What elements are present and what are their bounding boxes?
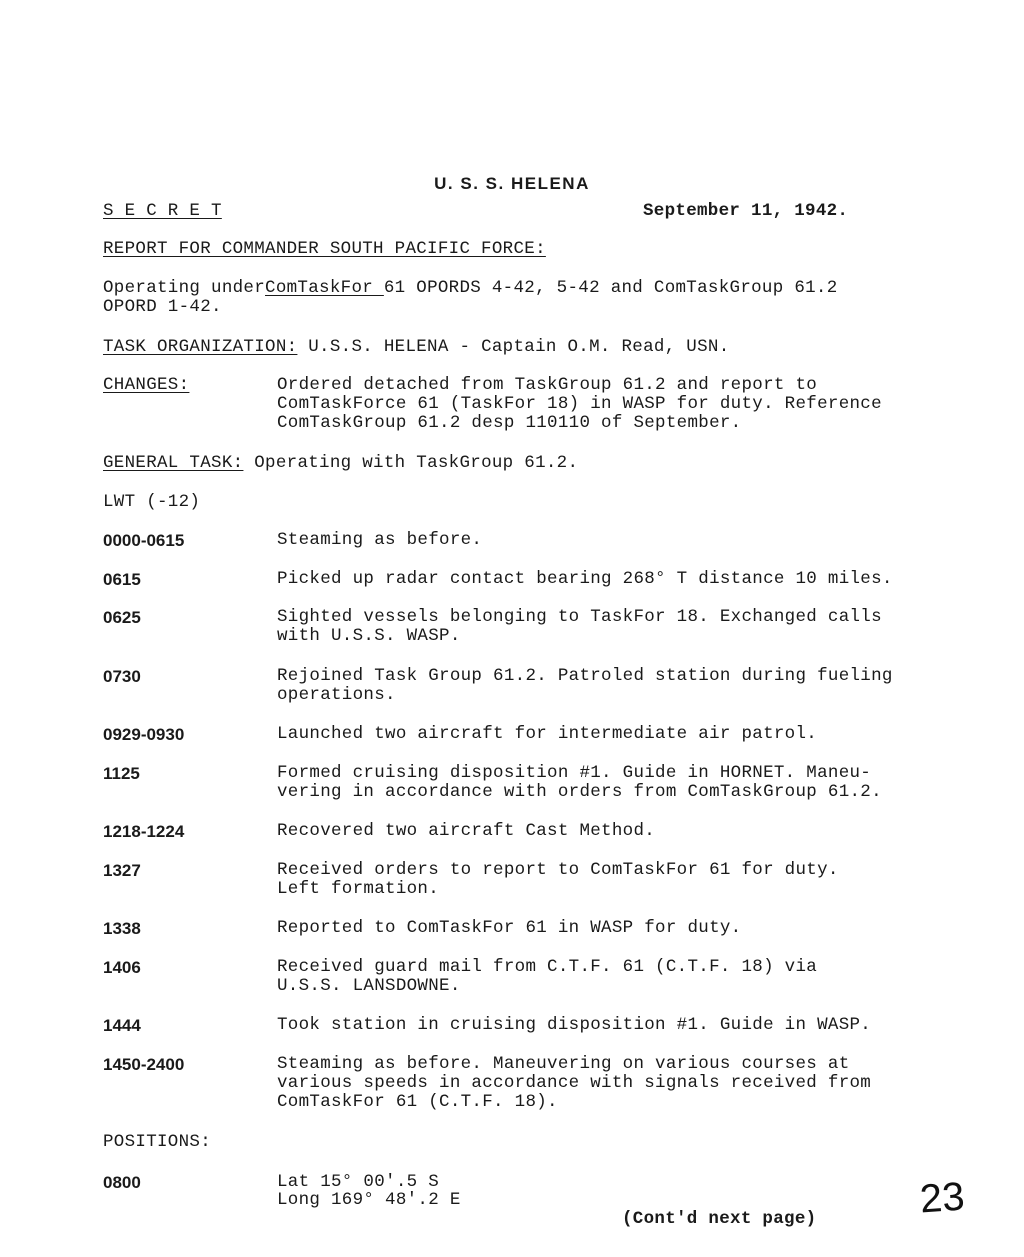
log-line: operations. [277, 685, 396, 705]
log-time: 1450-2400 [103, 1055, 185, 1074]
task-organization-label: TASK ORGANIZATION: [103, 337, 298, 357]
log-time: 1444 [103, 1016, 141, 1035]
changes-line-3: ComTaskGroup 61.2 desp 110110 of September. [277, 413, 742, 433]
log-time: 0625 [103, 608, 141, 627]
log-line: Rejoined Task Group 61.2. Patroled station during fueling [277, 666, 893, 686]
log-line: U.S.S. LANSDOWNE. [277, 976, 461, 996]
log-time: 1327 [103, 861, 141, 880]
log-time: 1338 [103, 919, 141, 938]
time-zone: LWT (-12) [103, 492, 201, 512]
log-line: Recovered two aircraft Cast Method. [277, 821, 656, 841]
changes-line-2: ComTaskForce 61 (TaskFor 18) in WASP for duty. Reference [277, 394, 882, 414]
general-task-value: Operating with TaskGroup 61.2. [243, 453, 579, 473]
log-line: Reported to ComTaskFor 61 in WASP for duty. [277, 918, 742, 938]
log-line: Steaming as before. Maneuvering on various courses at [277, 1054, 850, 1074]
log-time: 1406 [103, 958, 141, 977]
general-task [103, 454, 578, 473]
task-organization [103, 338, 730, 357]
log-line: Sighted vessels belonging to TaskFor 18. Exchanged calls [277, 607, 882, 627]
operating-line-1 [103, 279, 838, 298]
report-date: September 11, 1942. [643, 201, 849, 221]
handwritten-page-number: 23 [918, 1174, 966, 1222]
log-time: 0730 [103, 667, 141, 686]
task-organization-value: U.S.S. HELENA - Captain O.M. Read, USN. [297, 337, 730, 357]
log-time: 0929-0930 [103, 725, 185, 744]
log-line: Left formation. [277, 879, 440, 899]
position-lat: Lat 15° 00'.5 S [277, 1172, 440, 1192]
positions-label: POSITIONS: [103, 1132, 212, 1152]
operating-prefix: Operating under [103, 278, 266, 298]
position-time: 0800 [103, 1173, 141, 1192]
log-line: Launched two aircraft for intermediate air patrol. [277, 724, 818, 744]
log-time: 0615 [103, 570, 141, 589]
log-line: vering in accordance with orders from ComTaskGroup 61.2. [277, 782, 882, 802]
log-line: ComTaskFor 61 (C.T.F. 18). [277, 1092, 558, 1112]
log-line: various speeds in accordance with signals received from [277, 1073, 872, 1093]
log-line: Received guard mail from C.T.F. 61 (C.T.F. 18) via [277, 957, 818, 977]
changes-line-1: Ordered detached from TaskGroup 61.2 and report to [277, 375, 818, 395]
changes-label: CHANGES: [103, 375, 190, 395]
log-line: Took station in cruising disposition #1. Guide in WASP. [277, 1015, 872, 1035]
operating-line-2: OPORD 1-42. [103, 297, 222, 317]
classification-label: S E C R E T [103, 201, 222, 221]
continued-note: (Cont'd next page) [622, 1209, 817, 1229]
log-line: Formed cruising disposition #1. Guide in HORNET. Maneu- [277, 763, 872, 783]
operating-ref: ComTaskFor [265, 278, 384, 298]
log-line: Picked up radar contact bearing 268° T distance 10 miles. [277, 569, 893, 589]
ship-title: U. S. S. HELENA [434, 174, 590, 193]
operating-rest: 61 OPORDS 4-42, 5-42 and ComTaskGroup 61.2 [383, 278, 838, 298]
log-time: 1125 [103, 764, 140, 783]
log-line: with U.S.S. WASP. [277, 626, 461, 646]
log-time: 1218-1224 [103, 822, 185, 841]
position-long: Long 169° 48'.2 E [277, 1190, 461, 1210]
report-title: REPORT FOR COMMANDER SOUTH PACIFIC FORCE: [103, 239, 546, 259]
log-line: Steaming as before. [277, 530, 483, 550]
log-line: Received orders to report to ComTaskFor 61 for duty. [277, 860, 839, 880]
log-time: 0000-0615 [103, 531, 185, 550]
general-task-label: GENERAL TASK: [103, 453, 244, 473]
